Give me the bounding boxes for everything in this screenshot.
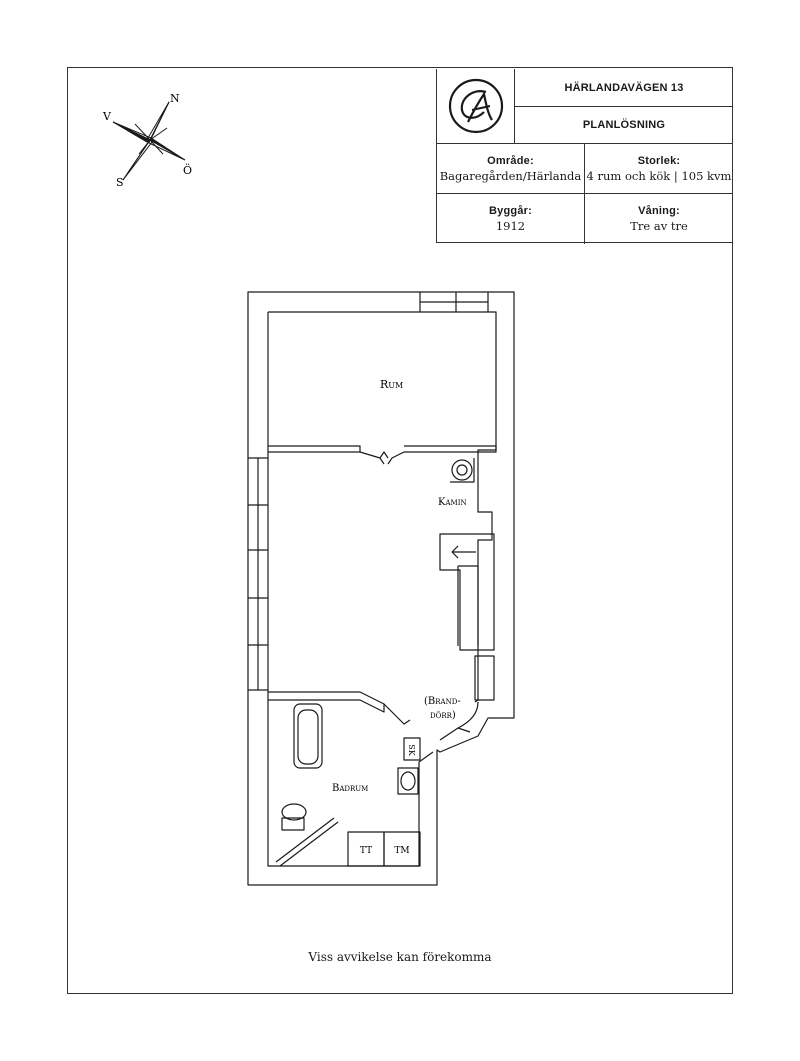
built-value: 1912 <box>495 219 526 233</box>
disclaimer-text: Viss avvikelse kan förekomma <box>308 950 492 964</box>
size-value: 4 rum och kök | 105 kvm <box>586 168 732 183</box>
back-door <box>440 702 478 740</box>
built-label: Byggår: <box>489 205 532 217</box>
compass-south: S <box>116 176 124 188</box>
window-top <box>420 292 488 312</box>
area-value: Bagaregården/Härlanda <box>439 168 582 183</box>
floor-label: Våning: <box>638 205 680 217</box>
compass-north: N <box>170 92 180 105</box>
fireplace-stove <box>452 460 472 480</box>
document-type-text: PLANLÖSNING <box>582 119 666 131</box>
room-label-kamin: Kamin <box>438 497 467 508</box>
partition-rum <box>268 446 496 452</box>
label-sk: SK <box>407 744 416 756</box>
label-tm: TM <box>394 846 410 856</box>
label-tt: TT <box>359 846 373 856</box>
compass-west: V <box>103 110 111 123</box>
shower-screen <box>276 818 338 866</box>
room-label-badrum: Badrum <box>332 783 369 794</box>
compass-east: Ö <box>183 164 193 177</box>
room-label-branddorr-2: dörr) <box>430 710 456 721</box>
address-text: HÄRLANDAVÄGEN 13 <box>564 81 684 94</box>
size-label: Storlek: <box>637 154 681 167</box>
floor-value: Tre av tre <box>630 219 688 233</box>
window-left <box>248 458 268 690</box>
bathroom-wall <box>268 692 384 712</box>
room-label-rum: Rum <box>380 378 404 391</box>
area-label: Område: <box>487 154 534 167</box>
room-label-branddorr-1: (Brand- <box>424 696 461 707</box>
double-door <box>360 452 404 464</box>
